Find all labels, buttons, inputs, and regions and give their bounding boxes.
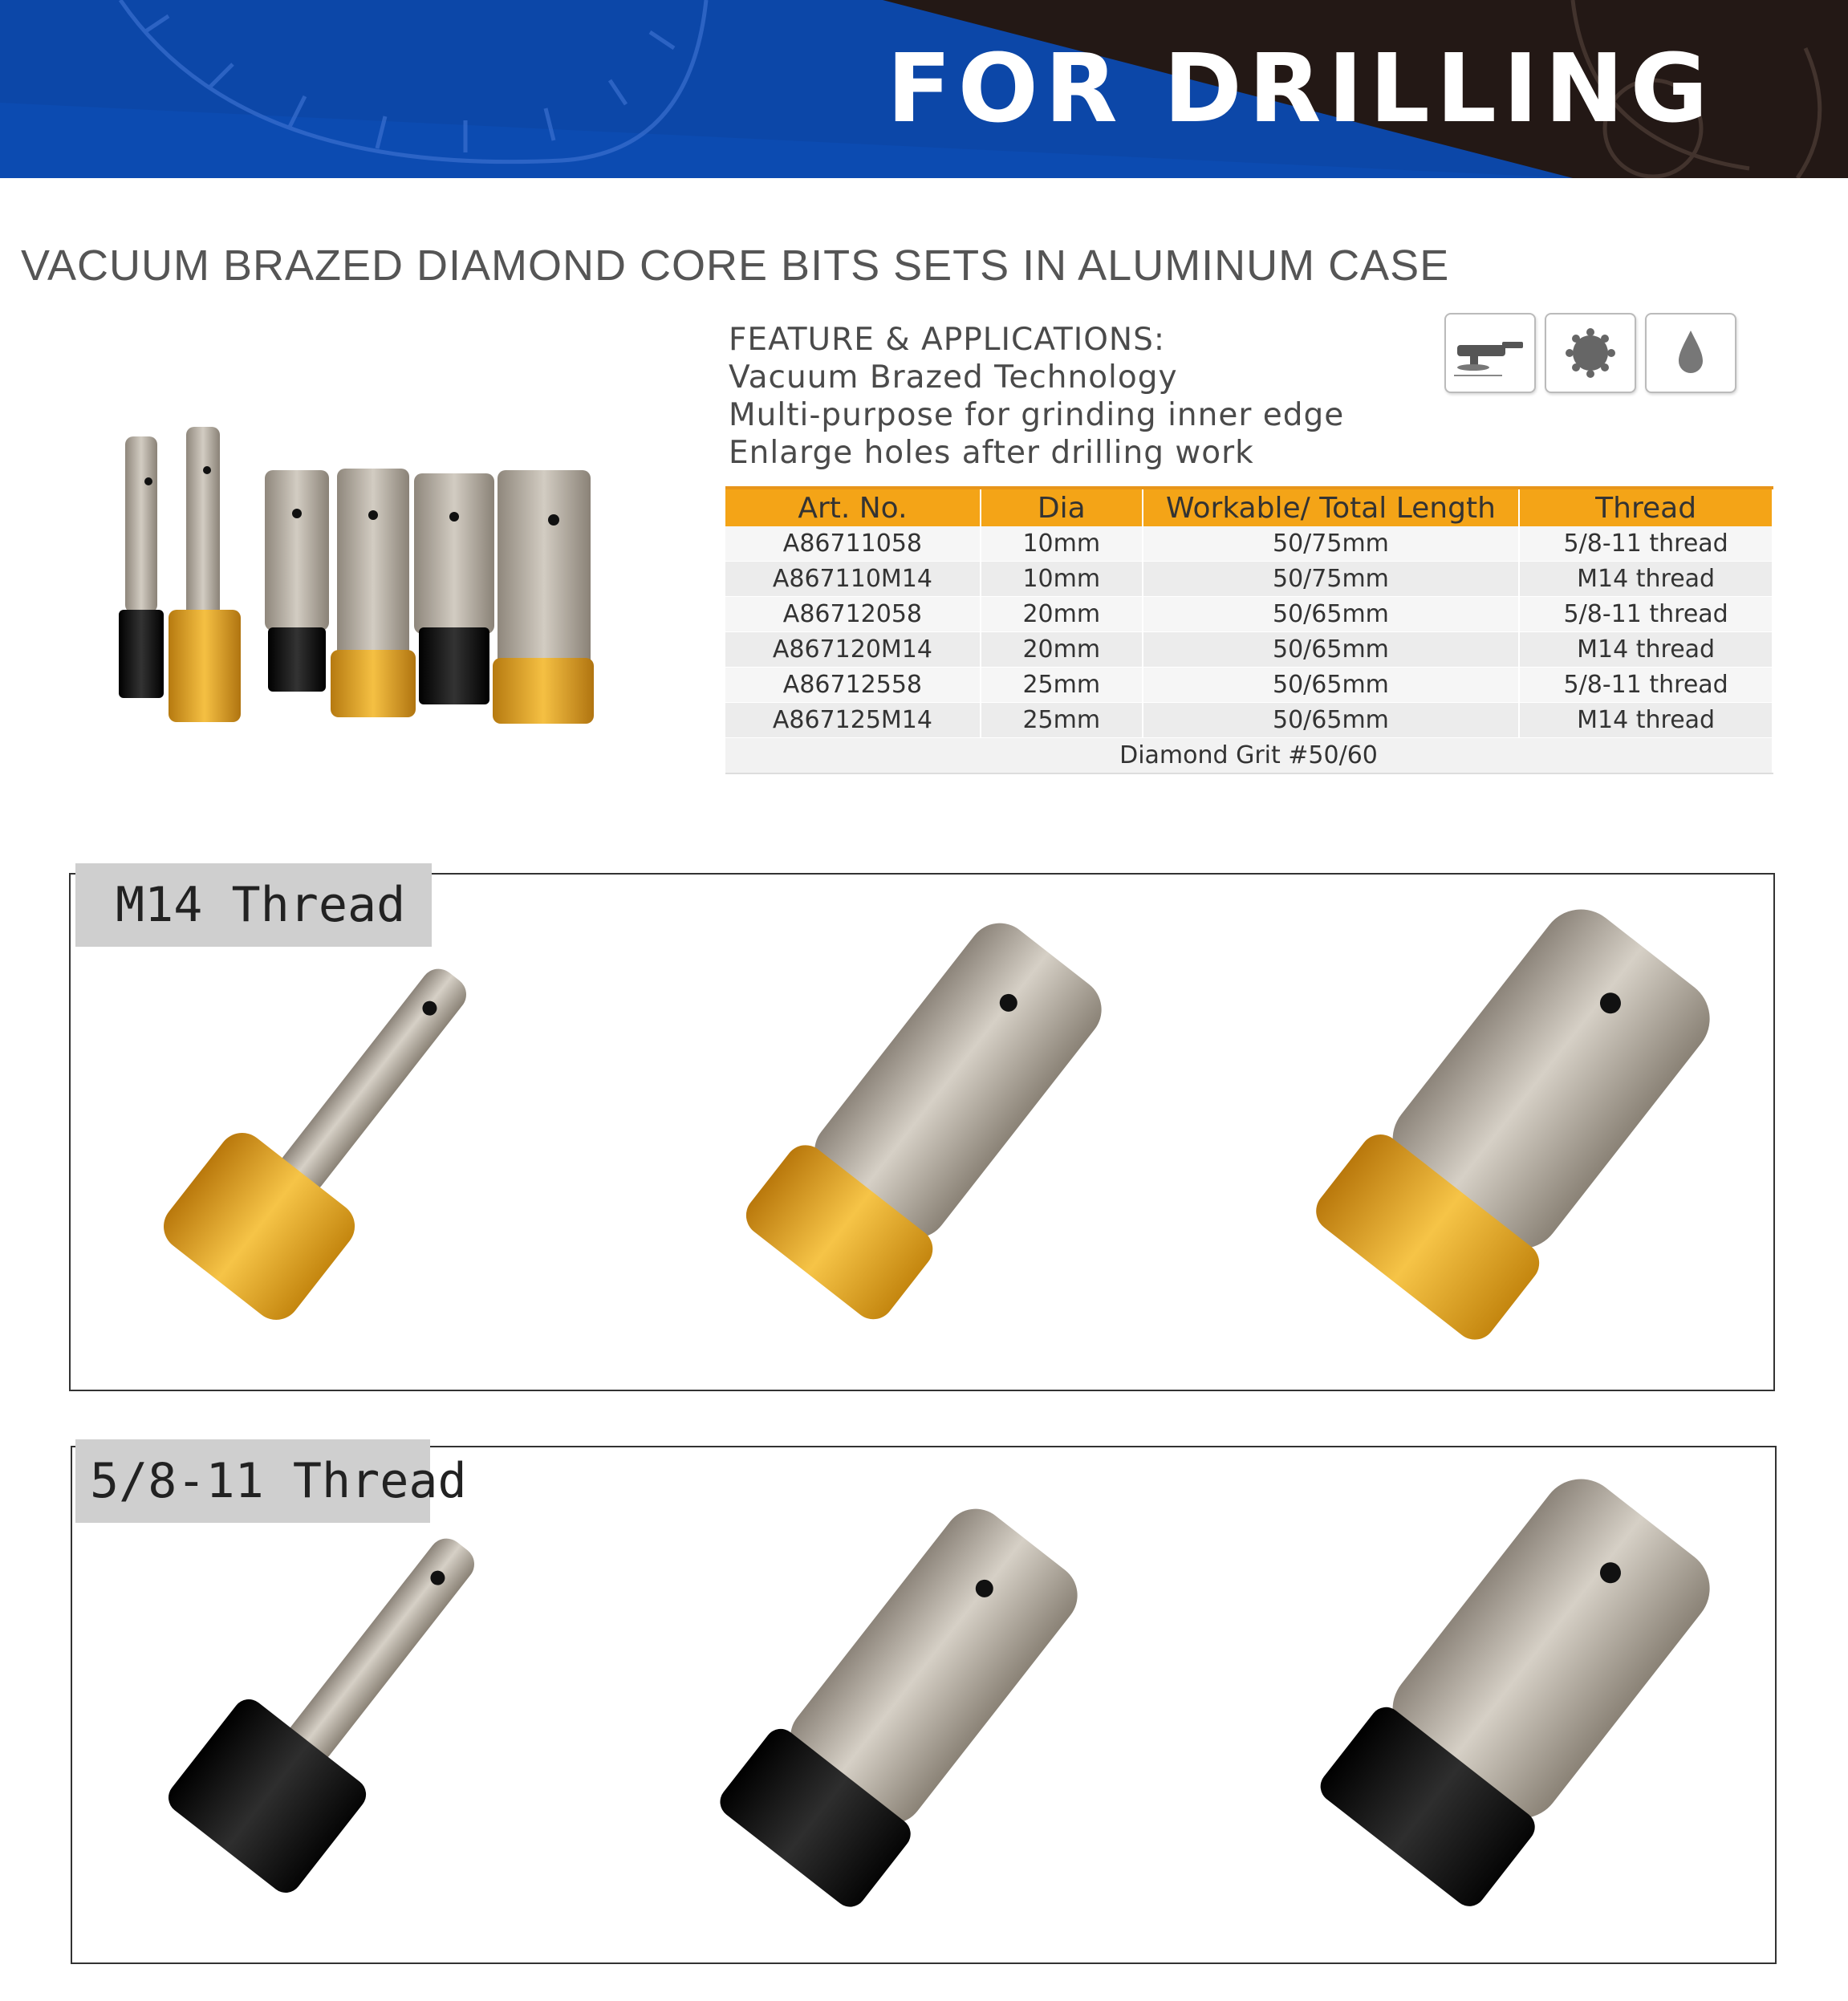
cell-art-no: A86712558 xyxy=(725,668,981,703)
cell-art-no: A86712058 xyxy=(725,597,981,632)
cell-art-no: A867110M14 xyxy=(725,562,981,597)
cell-dia: 20mm xyxy=(981,597,1143,632)
cell-thread: 5/8-11 thread xyxy=(1519,526,1773,562)
cell-dia: 25mm xyxy=(981,703,1143,738)
cell-length: 50/65mm xyxy=(1143,597,1520,632)
header-length: Workable/ Total Length xyxy=(1143,488,1520,526)
panel-tab-m14: M14 Thread xyxy=(75,863,432,947)
feature-item: Enlarge holes after drilling work xyxy=(729,435,1254,471)
diamond-grit-note: Diamond Grit #50/60 xyxy=(725,738,1773,774)
features-heading: FEATURE & APPLICATIONS: xyxy=(729,322,1165,358)
table-row xyxy=(725,597,1773,632)
feature-item: Multi-purpose for grinding inner edge xyxy=(729,397,1345,433)
header-art-no: Art. No. xyxy=(725,488,981,526)
header-thread: Thread xyxy=(1519,488,1773,526)
cell-length: 50/75mm xyxy=(1143,526,1520,562)
table-header-row xyxy=(725,488,1773,526)
cell-dia: 25mm xyxy=(981,668,1143,703)
saw-blade-icon xyxy=(1545,313,1636,393)
table-row xyxy=(725,703,1773,738)
cell-thread: M14 thread xyxy=(1519,632,1773,668)
header-dia: Dia xyxy=(981,488,1143,526)
cell-length: 50/75mm xyxy=(1143,562,1520,597)
angle-grinder-icon xyxy=(1444,313,1536,393)
cell-dia: 20mm xyxy=(981,632,1143,668)
panel-tab-5-8-11: 5/8-11 Thread xyxy=(75,1439,430,1523)
cell-art-no: A86711058 xyxy=(725,526,981,562)
table-row xyxy=(725,668,1773,703)
header-banner xyxy=(0,0,1848,178)
spec-table xyxy=(725,486,1773,774)
table-row xyxy=(725,632,1773,668)
cell-art-no: A867120M14 xyxy=(725,632,981,668)
table-row xyxy=(725,562,1773,597)
cell-length: 50/65mm xyxy=(1143,632,1520,668)
cell-dia: 10mm xyxy=(981,526,1143,562)
five-eighths-thread-panel xyxy=(71,1446,1777,1964)
features-block xyxy=(729,321,1451,472)
cell-art-no: A867125M14 xyxy=(725,703,981,738)
cell-thread: 5/8-11 thread xyxy=(1519,597,1773,632)
cell-thread: 5/8-11 thread xyxy=(1519,668,1773,703)
table-footer-row xyxy=(725,738,1773,774)
product-subtitle: VACUUM BRAZED DIAMOND CORE BITS SETS IN ALUMINUM CASE xyxy=(21,242,1450,290)
cell-thread: M14 thread xyxy=(1519,703,1773,738)
cell-thread: M14 thread xyxy=(1519,562,1773,597)
feature-item: Vacuum Brazed Technology xyxy=(729,359,1178,396)
water-drop-icon xyxy=(1645,313,1736,393)
cell-dia: 10mm xyxy=(981,562,1143,597)
cell-length: 50/65mm xyxy=(1143,668,1520,703)
banner-title: FOR DRILLING xyxy=(887,33,1715,144)
product-set-photo xyxy=(104,417,618,730)
m14-thread-panel xyxy=(69,873,1775,1391)
cell-length: 50/65mm xyxy=(1143,703,1520,738)
table-row xyxy=(725,526,1773,562)
